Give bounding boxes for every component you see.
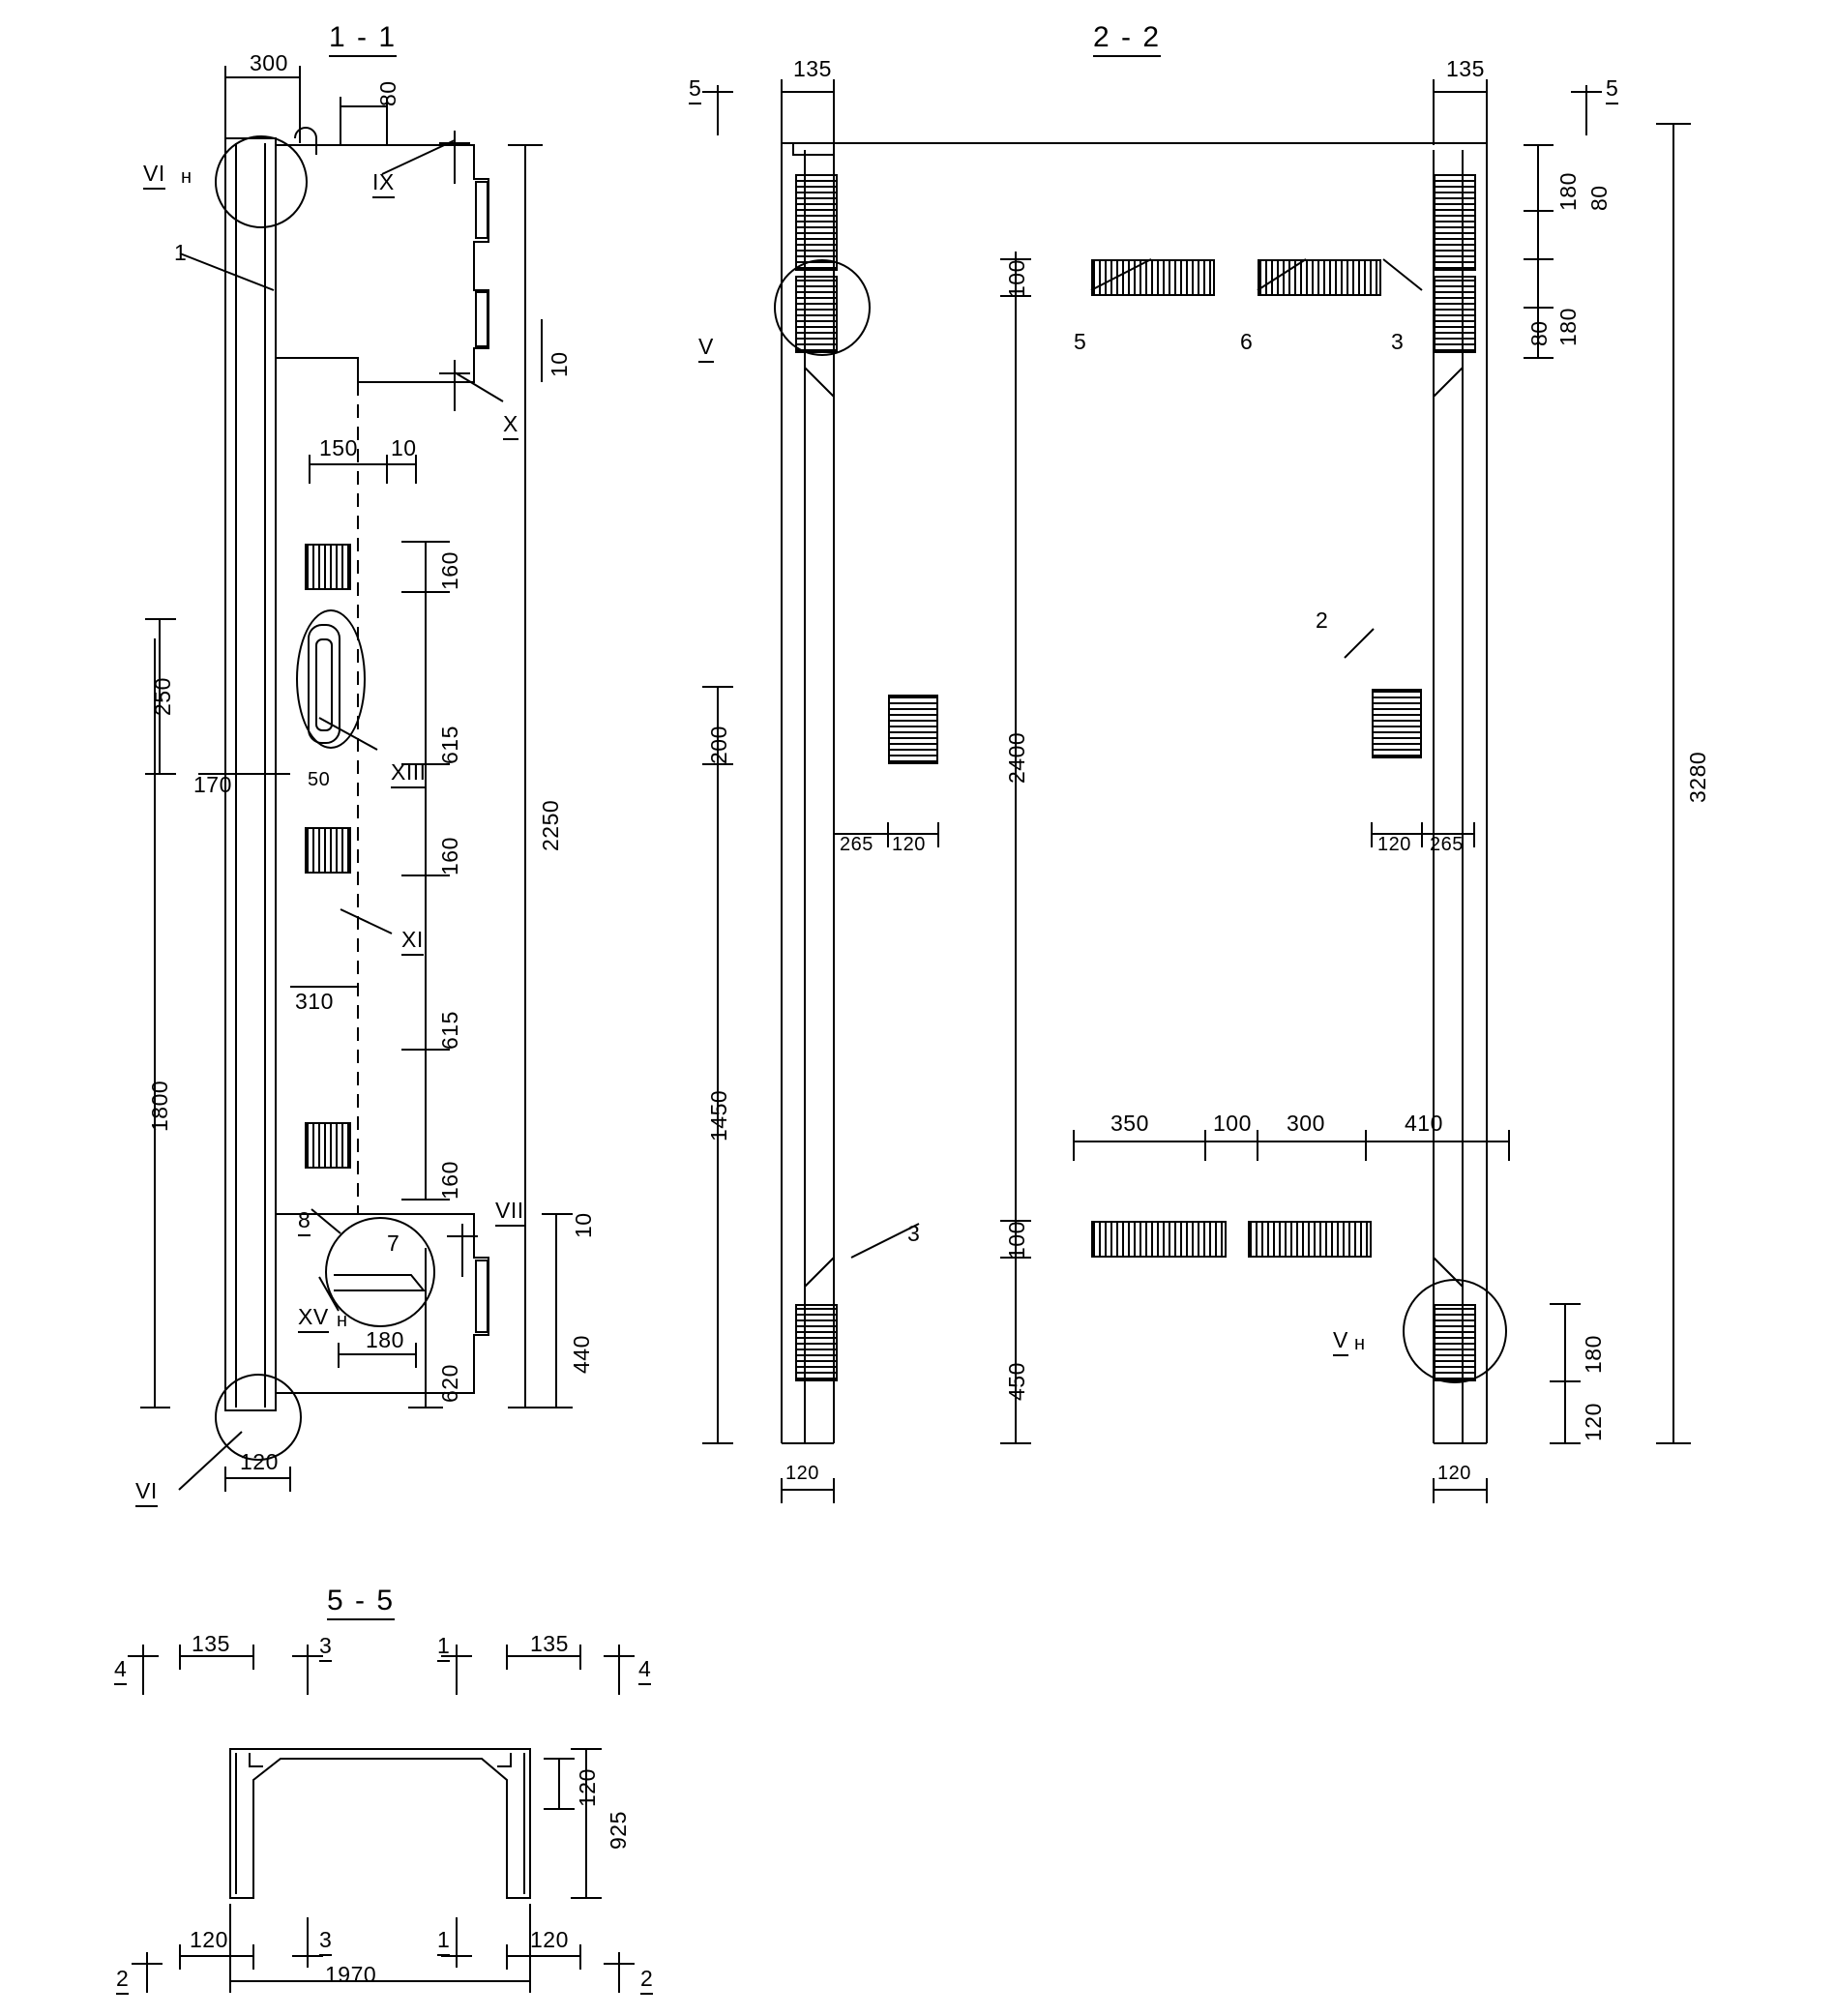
section-mark-3-bottom: 3 (319, 1927, 332, 1956)
dim-180-c: 180 (1581, 1335, 1606, 1374)
dim-120-bottom-right: 120 (1437, 1463, 1471, 1484)
dim-100-a: 100 (1004, 259, 1029, 298)
section-mark-2-right: 2 (640, 1966, 653, 1995)
mark-xv-n-sub: н (337, 1310, 348, 1331)
dim-120-top: 120 (575, 1768, 600, 1807)
dim-440: 440 (569, 1335, 594, 1374)
view-1-1-title: 1 - 1 (329, 21, 397, 57)
dim-620: 620 (437, 1364, 462, 1403)
dim-120-right: 120 (1377, 834, 1411, 855)
dim-120-bottom-left-55: 120 (190, 1927, 228, 1952)
dim-10-b: 10 (391, 435, 417, 460)
dim-135-right-55: 135 (530, 1631, 569, 1656)
dim-450: 450 (1004, 1362, 1029, 1401)
dim-1970: 1970 (325, 1962, 377, 1987)
dim-2250: 2250 (538, 799, 563, 851)
dim-410: 410 (1405, 1111, 1443, 1136)
section-mark-3-top: 3 (319, 1633, 332, 1662)
mark-xv-n: XV (298, 1304, 329, 1333)
position-2: 2 (1316, 608, 1329, 633)
position-3-left: 3 (907, 1221, 921, 1246)
position-3-right: 3 (1391, 329, 1405, 354)
mark-v-n: V (1333, 1327, 1348, 1356)
dim-150: 150 (319, 435, 358, 460)
dim-135-left: 135 (793, 56, 832, 81)
section-mark-1-bottom: 1 (437, 1927, 450, 1956)
dim-3280: 3280 (1685, 751, 1710, 803)
dim-180: 180 (366, 1327, 404, 1352)
dim-170: 170 (193, 772, 232, 797)
dim-120-left: 120 (892, 834, 926, 855)
dim-80-a: 80 (1586, 185, 1612, 211)
dim-10-c: 10 (571, 1212, 596, 1238)
dim-180-b: 180 (1555, 308, 1581, 346)
dim-100-c: 100 (1004, 1221, 1029, 1260)
dim-50: 50 (308, 769, 331, 790)
dim-120: 120 (240, 1449, 279, 1474)
mark-x: X (503, 411, 518, 440)
dim-2400: 2400 (1004, 731, 1029, 784)
dim-300: 300 (250, 50, 288, 75)
position-7: 7 (387, 1230, 400, 1256)
position-6: 6 (1240, 329, 1254, 354)
dim-200: 200 (706, 726, 731, 764)
dim-180-a: 180 (1555, 172, 1581, 211)
mark-v: V (698, 334, 714, 363)
position-1: 1 (174, 240, 188, 265)
dim-160-a: 160 (437, 551, 462, 590)
dim-310: 310 (295, 989, 334, 1014)
dim-265-right: 265 (1430, 834, 1464, 855)
mark-xi: XI (401, 927, 424, 956)
section-mark-1-top: 1 (437, 1633, 450, 1662)
position-5: 5 (1074, 329, 1087, 354)
dim-1450: 1450 (706, 1089, 731, 1141)
dim-265-left: 265 (840, 834, 873, 855)
mark-xiii: XIII (391, 759, 427, 788)
mark-ix: IX (372, 169, 395, 198)
mark-vi: VI (135, 1478, 158, 1507)
section-mark-2-left: 2 (116, 1966, 129, 1995)
dim-300: 300 (1287, 1111, 1325, 1136)
dim-250: 250 (150, 677, 175, 716)
dim-925: 925 (606, 1811, 631, 1850)
section-mark-5-right: 5 (1606, 75, 1618, 104)
dim-615-b: 615 (437, 1011, 462, 1050)
dim-10-a: 10 (547, 351, 572, 377)
position-8: 8 (298, 1207, 311, 1236)
dim-120-c: 120 (1581, 1403, 1606, 1441)
dim-615-a: 615 (437, 726, 462, 764)
mark-vi-n-sub: н (181, 166, 192, 188)
dim-80-b: 80 (1526, 320, 1552, 346)
dim-350: 350 (1110, 1111, 1149, 1136)
view-2-2-title: 2 - 2 (1093, 21, 1161, 57)
dim-135-left-55: 135 (192, 1631, 230, 1656)
dim-160-c: 160 (437, 1161, 462, 1200)
dim-160-b: 160 (437, 837, 462, 875)
dim-120-bottom-left: 120 (785, 1463, 819, 1484)
dim-120-bottom-right-55: 120 (530, 1927, 569, 1952)
view-5-5-title: 5 - 5 (327, 1585, 395, 1620)
section-mark-5-left: 5 (689, 75, 701, 104)
mark-vii: VII (495, 1198, 524, 1227)
section-mark-4-left: 4 (114, 1656, 127, 1685)
dim-80: 80 (375, 80, 400, 106)
mark-vi-n: VI (143, 161, 165, 190)
dim-135-right: 135 (1446, 56, 1485, 81)
dim-100-b: 100 (1213, 1111, 1252, 1136)
dim-1800: 1800 (147, 1080, 172, 1132)
mark-v-n-sub: н (1354, 1333, 1366, 1354)
section-mark-4-right: 4 (638, 1656, 651, 1685)
